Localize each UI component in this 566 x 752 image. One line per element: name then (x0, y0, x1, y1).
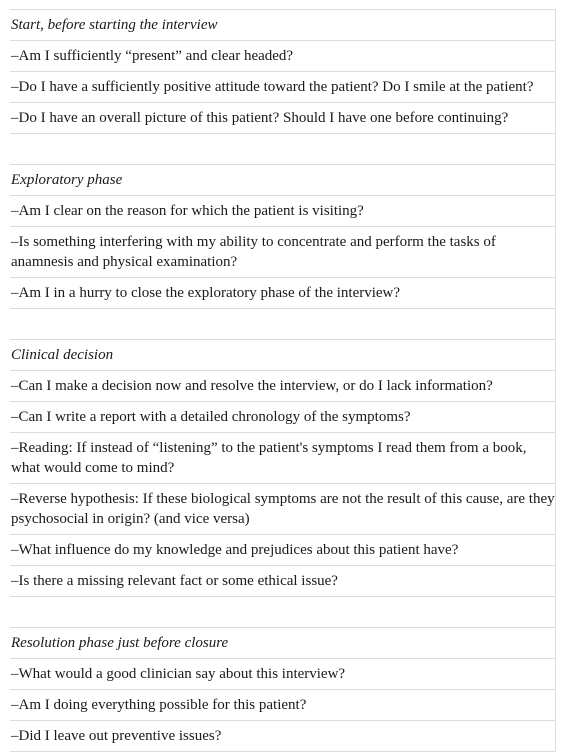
spacer-cell (10, 134, 556, 165)
checklist-item: –Is something interfering with my ability to concentrate and perform the tasks of anamnesis and physical examination? (10, 227, 556, 278)
checklist-row (10, 690, 556, 721)
checklist-item: –Can I make a decision now and resolve the interview, or do I lack information? (10, 371, 556, 402)
checklist-item: –Do I have a sufficiently positive attitude toward the patient? Do I smile at the patient? (10, 72, 556, 103)
section-heading-row (10, 10, 556, 41)
checklist-row (10, 433, 556, 484)
checklist-item: –What influence do my knowledge and prejudices about this patient have? (10, 535, 556, 566)
checklist-item: –What would a good clinician say about this interview? (10, 659, 556, 690)
checklist-item: –Am I clear on the reason for which the patient is visiting? (10, 196, 556, 227)
section-spacer-row (10, 597, 556, 628)
checklist-row (10, 72, 556, 103)
checklist-item: –Can I write a report with a detailed chronology of the symptoms? (10, 402, 556, 433)
checklist-row (10, 103, 556, 134)
section-heading-row (10, 165, 556, 196)
section-heading-clinical-decision: Clinical decision (10, 340, 556, 371)
section-heading-exploratory: Exploratory phase (10, 165, 556, 196)
checklist-row (10, 566, 556, 597)
spacer-cell (10, 309, 556, 340)
section-heading-resolution: Resolution phase just before closure (10, 628, 556, 659)
checklist-row (10, 402, 556, 433)
checklist-item: –Am I sufficiently “present” and clear headed? (10, 41, 556, 72)
checklist-row (10, 371, 556, 402)
checklist-row (10, 659, 556, 690)
checklist-row (10, 41, 556, 72)
interview-checklist-table (10, 9, 556, 752)
checklist-row (10, 484, 556, 535)
checklist-item: –Am I in a hurry to close the exploratory phase of the interview? (10, 278, 556, 309)
checklist-item: –Is there a missing relevant fact or some ethical issue? (10, 566, 556, 597)
checklist-item: –Do I have an overall picture of this patient? Should I have one before continuing? (10, 103, 556, 134)
checklist-item: –Am I doing everything possible for this patient? (10, 690, 556, 721)
section-spacer-row (10, 309, 556, 340)
checklist-row (10, 227, 556, 278)
checklist-item: –Reading: If instead of “listening” to the patient's symptoms I read them from a book, what would come to mind? (10, 433, 556, 484)
section-heading-row (10, 340, 556, 371)
section-heading-row (10, 628, 556, 659)
checklist-row (10, 278, 556, 309)
checklist-item: –Reverse hypothesis: If these biological symptoms are not the result of this cause, are they psychosocial in origin? (and vice versa) (10, 484, 556, 535)
checklist-item: –Did I leave out preventive issues? (10, 721, 556, 752)
section-spacer-row (10, 134, 556, 165)
spacer-cell (10, 597, 556, 628)
checklist-row (10, 535, 556, 566)
section-heading-start: Start, before starting the interview (10, 10, 556, 41)
checklist-row (10, 196, 556, 227)
